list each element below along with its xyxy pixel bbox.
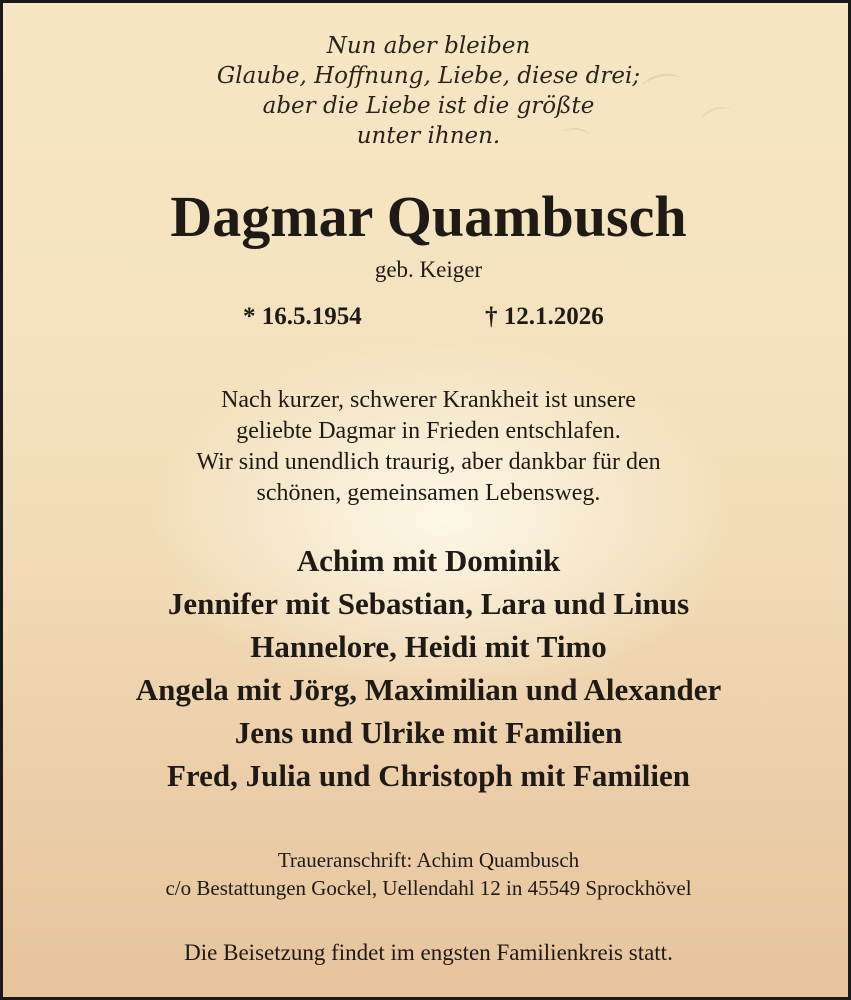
message-line: geliebte Dagmar in Frieden entschlafen.: [236, 418, 621, 444]
family-line: Angela mit Jörg, Maximilian und Alexander: [135, 672, 722, 707]
bird-silhouette-icon: ⌒: [639, 68, 689, 122]
announcement-message: [3, 385, 851, 509]
life-dates: [3, 303, 851, 339]
family-line: Jens und Ulrike mit Familien: [234, 715, 623, 750]
verse-line: aber die Liebe ist die größte: [262, 93, 595, 119]
family-line: Achim mit Dominik: [296, 543, 561, 578]
verse-line: Nun aber bleiben: [326, 33, 531, 59]
bible-verse: [3, 31, 851, 151]
message-line: schönen, gemeinsamen Lebensweg.: [256, 480, 601, 506]
family-members: [3, 539, 851, 797]
deceased-name: Dagmar Quambusch: [170, 184, 687, 249]
verse-line: Glaube, Hoffnung, Liebe, diese drei;: [216, 63, 641, 89]
bird-silhouette-icon: ⌒: [699, 102, 739, 145]
address-line: Traueranschrift: Achim Quambusch: [277, 848, 580, 872]
mourning-address: [3, 846, 851, 902]
message-line: Wir sind unendlich traurig, aber dankbar für den: [196, 449, 661, 475]
address-line: c/o Bestattungen Gockel, Uellendahl 12 in 45549 Sprockhövel: [165, 876, 692, 900]
verse-line: unter ihnen.: [356, 123, 501, 149]
burial-note: Die Beisetzung findet im engsten Familienkreis statt.: [184, 940, 673, 965]
family-line: Fred, Julia und Christoph mit Familien: [166, 758, 691, 793]
maiden-name: geb. Keiger: [374, 257, 483, 282]
birth-date: * 16.5.1954: [243, 303, 362, 330]
death-date: † 12.1.2026: [485, 303, 604, 330]
family-line: Jennifer mit Sebastian, Lara und Linus: [167, 586, 690, 621]
message-line: Nach kurzer, schwerer Krankheit ist unsere: [221, 387, 636, 413]
bird-silhouette-icon: ⌒: [560, 125, 591, 159]
family-line: Hannelore, Heidi mit Timo: [250, 629, 607, 664]
